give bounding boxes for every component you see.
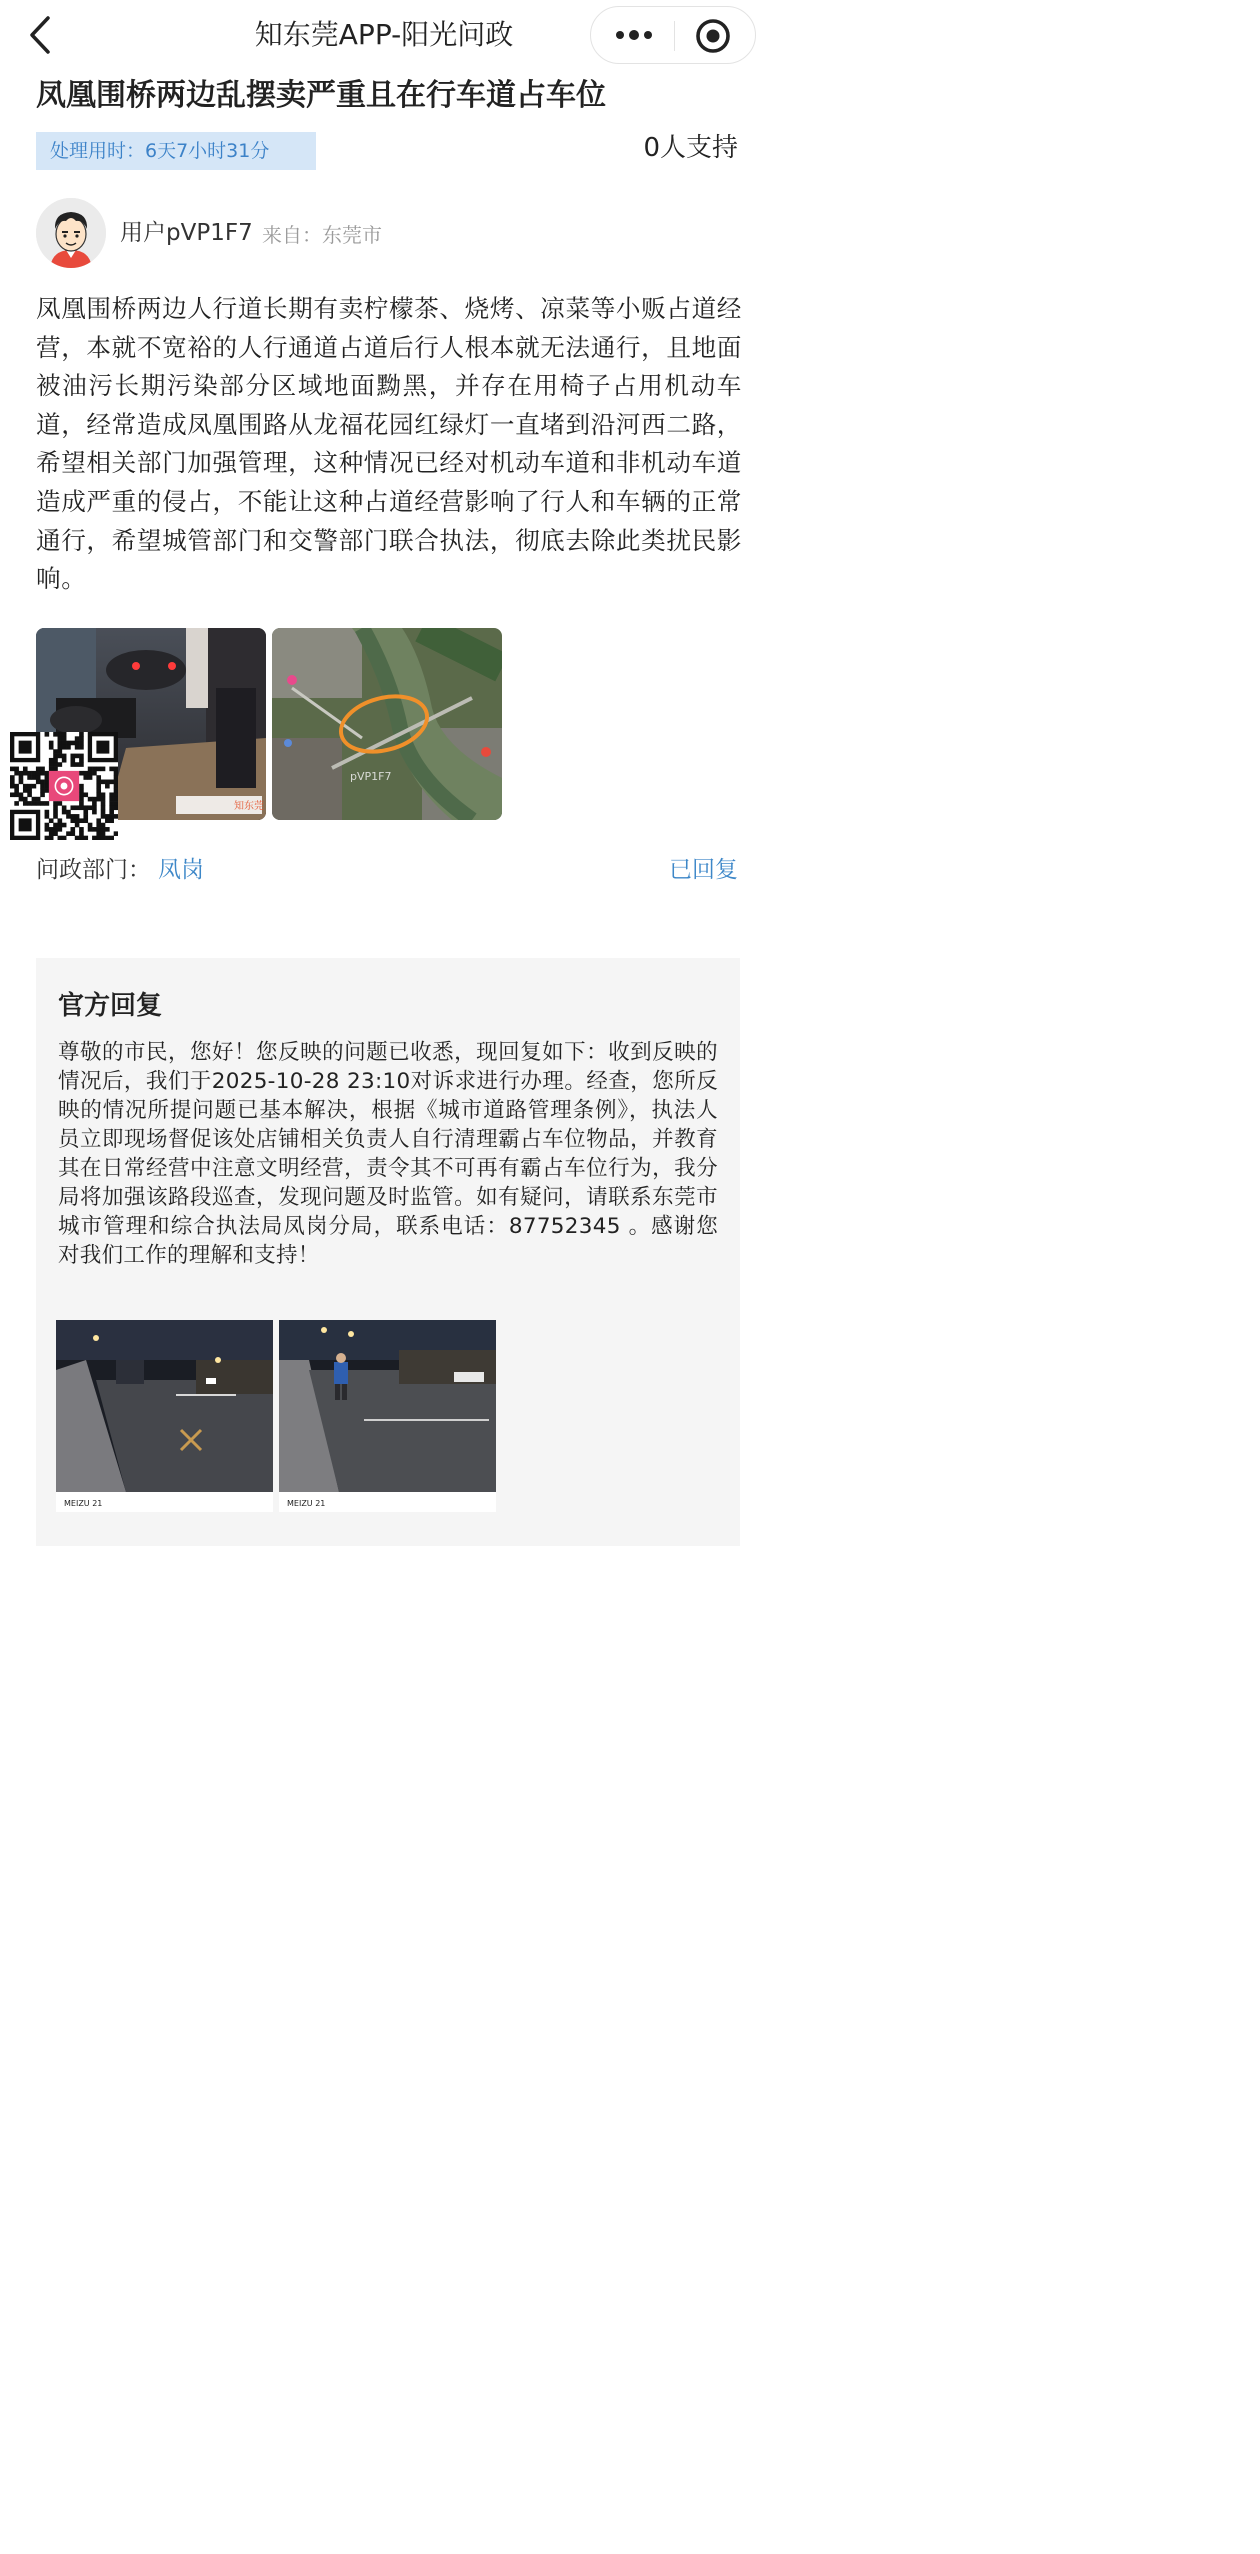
qr-code-image: [10, 732, 118, 840]
cartoon-avatar-icon: [36, 198, 106, 268]
satellite-map-image: [272, 628, 502, 820]
reply-officer-photo-image: [279, 1320, 496, 1512]
miniprogram-capsule: [590, 6, 756, 64]
location-label: 来自：东莞市: [262, 223, 382, 247]
more-dots-icon[interactable]: [611, 20, 657, 50]
reply-photo-caption: MEIZU 21: [287, 1499, 326, 1508]
avatar[interactable]: [36, 198, 106, 268]
reply-title: 官方回复: [58, 991, 163, 1021]
post-photo-map[interactable]: [272, 628, 502, 820]
username[interactable]: 用户pVP1F7: [120, 220, 253, 246]
reply-street-photo-image: [56, 1320, 273, 1512]
official-reply-card: [36, 958, 740, 1546]
qr-code[interactable]: [10, 732, 118, 840]
top-nav-bar: [0, 0, 768, 72]
map-watermark: pVP1F7: [350, 770, 392, 783]
capsule-divider: [674, 21, 675, 51]
department-link[interactable]: 凤岗: [158, 857, 204, 883]
page-title: 知东莞APP-阳光问政: [254, 18, 514, 51]
reply-photo-caption: MEIZU 21: [64, 1499, 103, 1508]
support-count[interactable]: 0人支持: [643, 133, 738, 163]
post-content: 凤凰围桥两边人行道长期有卖柠檬茶、烧烤、凉菜等小贩占道经营，本就不宽裕的人行通道占道后行人根本就无法通行，且地面被油污长期污染部分区域地面黝黑，并存在用椅子占用机动车道，经常造成凤凰围路从龙福花园红绿灯一直堵到沿河西二路，希望相关部门加强管理，这种情况已经对机动车道和非机动车道造成严重的侵占，不能让这种占道经营影响了行人和车辆的正常通行，希望城管部门和交警部门联合执法，彻底去除此类扰民影响。: [36, 294, 742, 594]
post-title: 凤凰围桥两边乱摆卖严重且在行车道占车位: [36, 78, 606, 113]
processing-time-badge: 处理用时：6天7小时31分: [36, 132, 316, 170]
reply-photo-2[interactable]: [279, 1320, 496, 1512]
department-label: 问政部门：: [36, 857, 151, 883]
reply-content: 尊敬的市民，您好！您反映的问题已收悉，现回复如下：收到反映的情况后，我们于2025-10-28 23:10对诉求进行办理。经查，您所反映的情况所提问题已基本解决，根据《城市道路管理条例》，执法人员立即现场督促该处店铺相关负责人自行清理霸占车位物品，并教育其在日常经营中注意文明经营，责令其不可再有霸占车位行为，我分局将加强该路段巡查，发现问题及时监管。如有疑问，请联系东莞市城市管理和综合执法局凤岗分局，联系电话：87752345 。感谢您对我们工作的理解和支持！: [58, 1040, 718, 1268]
reply-status: 已回复: [669, 857, 738, 883]
reply-photo-1[interactable]: [56, 1320, 273, 1512]
target-icon[interactable]: [695, 18, 731, 54]
photo-watermark: 知东莞: [234, 801, 264, 812]
